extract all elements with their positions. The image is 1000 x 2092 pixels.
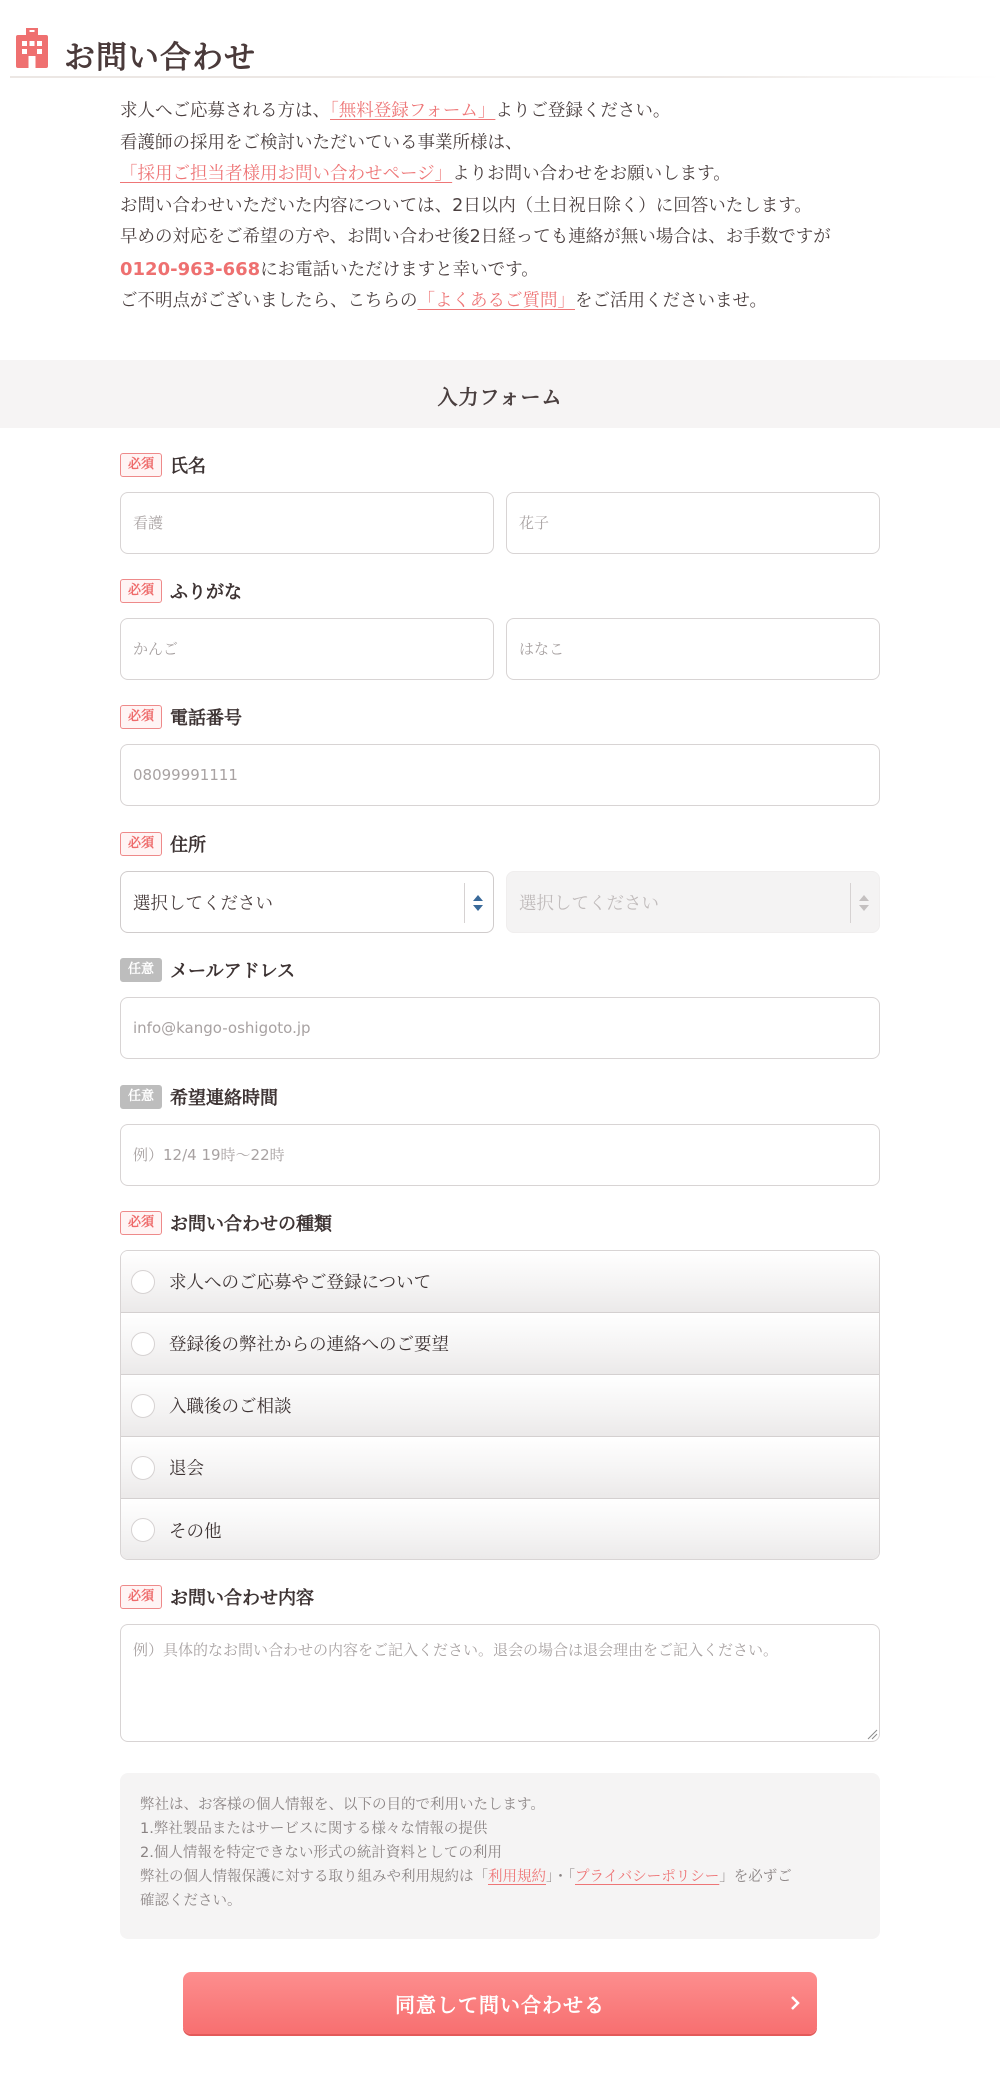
intro-line-1 [120, 96, 940, 128]
inquiry-content-textarea[interactable] [120, 1624, 880, 1742]
address-label: 住所 [170, 835, 206, 856]
radio-label: 登録後の弊社からの連絡へのご要望 [169, 1335, 449, 1355]
required-badge: 必須 [120, 832, 162, 856]
phone-input[interactable] [120, 744, 880, 806]
intro-text-span: よりご登録ください。 [495, 101, 671, 121]
inquiry-type-option[interactable] [121, 1375, 879, 1437]
inquiry-type-radio-group [120, 1250, 880, 1560]
inquiry-type-option[interactable] [121, 1251, 879, 1313]
terms-link[interactable]: 利用規約 [488, 1869, 546, 1885]
privacy-notice [120, 1773, 880, 1939]
privacy-line: 確認ください。 [140, 1893, 242, 1909]
intro-line-3 [120, 159, 940, 191]
form-section-title: 入力フォーム [437, 385, 563, 409]
privacy-line [140, 1865, 860, 1889]
intro-text-span: よりお問い合わせをお願いします。 [452, 164, 731, 184]
building-icon [14, 28, 50, 68]
last-name-kana-input[interactable] [120, 618, 494, 680]
contact-time-label-row [120, 1083, 278, 1111]
name-label: 氏名 [170, 456, 206, 477]
privacy-line: 1.弊社製品またはサービスに関する様々な情報の提供 [140, 1821, 488, 1837]
city-select[interactable] [506, 871, 880, 933]
intro-text-span: をご活用くださいませ。 [575, 291, 767, 311]
intro-text-span: 求人へご応募される方は、 [120, 101, 330, 121]
first-name-input[interactable] [506, 492, 880, 554]
page-header [0, 0, 1000, 78]
contact-time-label: 希望連絡時間 [170, 1088, 278, 1109]
intro-text-span: ご不明点がございましたら、こちらの [120, 291, 418, 311]
chevron-right-icon [789, 1994, 801, 2012]
intro-line-4: お問い合わせいただいた内容については、2日以内（土日祝日除く）に回答いたします。 [120, 195, 812, 216]
radio-button[interactable] [131, 1456, 155, 1480]
name-label-row [120, 451, 206, 479]
resize-grip-icon[interactable] [866, 1728, 878, 1740]
radio-label: 入職後のご相談 [169, 1397, 292, 1417]
address-label-row [120, 830, 206, 858]
header-divider [10, 76, 1000, 78]
select-divider [850, 883, 851, 923]
inquiry-type-option[interactable] [121, 1313, 879, 1375]
privacy-policy-link[interactable]: プライバシーポリシー [575, 1869, 720, 1885]
radio-label: 求人へのご応募やご登録について [169, 1273, 432, 1293]
radio-button[interactable] [131, 1394, 155, 1418]
privacy-text-span: 」を必ずご [719, 1869, 792, 1885]
intro-line-7 [120, 286, 940, 318]
last-name-input[interactable] [120, 492, 494, 554]
free-registration-link[interactable]: 「無料登録フォーム」 [330, 101, 496, 121]
select-divider [464, 883, 465, 923]
kana-label-row [120, 577, 242, 605]
inquiry-type-label: お問い合わせの種類 [170, 1214, 332, 1235]
optional-badge: 任意 [120, 958, 162, 982]
privacy-line: 2.個人情報を特定できない形式の統計資料としての利用 [140, 1845, 502, 1861]
inquiry-content-label-row [120, 1583, 314, 1611]
prefecture-select-value: 選択してください [133, 893, 273, 914]
kana-label: ふりがな [170, 582, 242, 603]
prefecture-select[interactable] [120, 871, 494, 933]
inquiry-type-label-row [120, 1209, 332, 1237]
radio-label: その他 [169, 1521, 222, 1542]
intro-line-2: 看護師の採用をご検討いただいている事業所様は、 [120, 132, 523, 153]
privacy-text-span: 」・「 [546, 1869, 575, 1885]
submit-button[interactable] [183, 1972, 817, 2034]
contact-time-input[interactable] [120, 1124, 880, 1186]
employer-inquiry-link[interactable]: 「採用ご担当者様用お問い合わせページ」 [120, 164, 453, 184]
radio-button[interactable] [131, 1518, 155, 1542]
inquiry-type-option[interactable] [121, 1437, 879, 1499]
privacy-text-span: 弊社の個人情報保護に対する取り組みや利用規約は「 [140, 1869, 488, 1885]
required-badge: 必須 [120, 453, 162, 477]
email-label-row [120, 956, 295, 984]
required-badge: 必須 [120, 1585, 162, 1609]
required-badge: 必須 [120, 1211, 162, 1235]
email-label: メールアドレス [170, 961, 296, 982]
optional-badge: 任意 [120, 1085, 162, 1109]
radio-button[interactable] [131, 1332, 155, 1356]
required-badge: 必須 [120, 579, 162, 603]
radio-label: 退会 [169, 1459, 204, 1479]
city-select-value: 選択してください [519, 893, 659, 914]
required-badge: 必須 [120, 705, 162, 729]
select-arrows-icon [473, 892, 483, 914]
submit-button-label: 同意して問い合わせる [395, 1992, 605, 2017]
privacy-line: 弊社は、お客様の個人情報を、以下の目的で利用いたします。 [140, 1797, 545, 1813]
inquiry-content-label: お問い合わせ内容 [170, 1588, 314, 1609]
intro-text-span: にお電話いただけますと幸いです。 [260, 259, 539, 280]
inquiry-type-option[interactable] [121, 1499, 879, 1560]
email-input[interactable] [120, 997, 880, 1059]
radio-button[interactable] [131, 1270, 155, 1294]
intro-line-6 [120, 254, 940, 287]
phone-label: 電話番号 [170, 708, 242, 729]
page-title: お問い合わせ [64, 40, 256, 76]
first-name-kana-input[interactable] [506, 618, 880, 680]
intro-line-5: 早めの対応をご希望の方や、お問い合わせ後2日経っても連絡が無い場合は、お手数ですが [120, 227, 831, 247]
faq-link[interactable]: 「よくあるご質問」 [417, 291, 575, 311]
phone-label-row [120, 703, 242, 731]
phone-number[interactable]: 0120-963-668 [120, 258, 261, 280]
intro-text [120, 96, 940, 318]
select-arrows-icon [859, 892, 869, 914]
